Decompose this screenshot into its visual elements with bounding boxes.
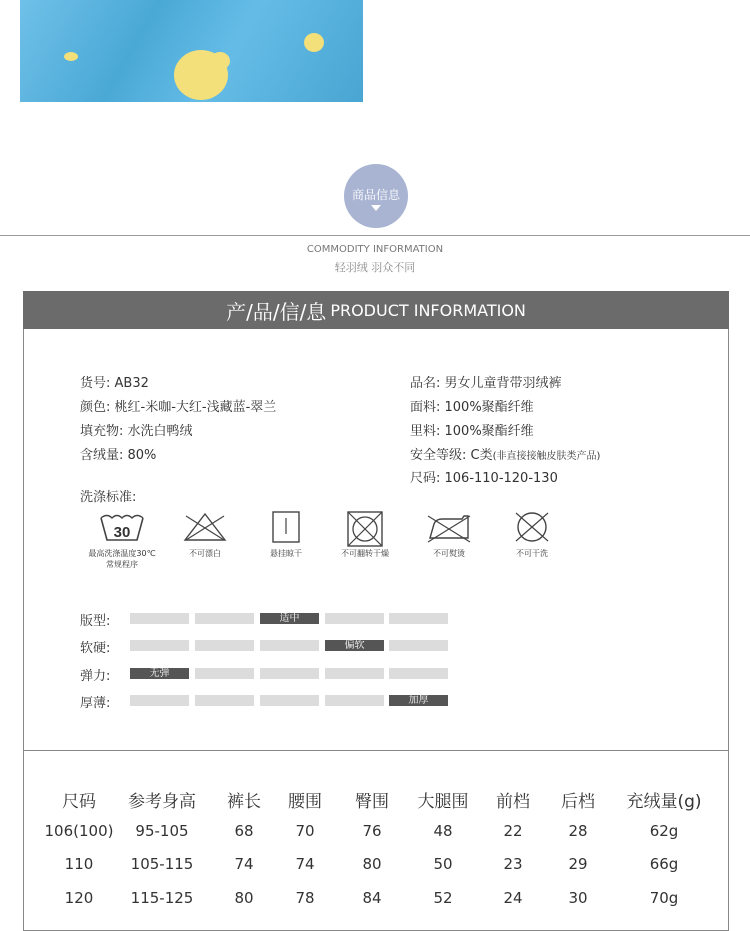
scale-segment: [260, 695, 319, 706]
table-header-cell: 前档: [496, 792, 530, 812]
scale-segment: [260, 640, 319, 651]
scale-segment: [325, 613, 384, 624]
scale-segment: [130, 695, 189, 706]
safety-level-text: 安全等级: C类: [410, 448, 493, 463]
table-header-cell: 腰围: [288, 792, 322, 812]
scale-segment: [195, 640, 254, 651]
table-cell: 115-125: [130, 889, 194, 907]
table-cell: 70g: [649, 889, 679, 907]
table-header-cell: 后档: [561, 792, 595, 812]
wash-temp: 30: [113, 524, 131, 541]
table-cell: 78: [295, 889, 315, 907]
field-sizes: 尺码: 106-110-120-130: [410, 471, 558, 486]
wash-caption: 不可漂白: [189, 549, 221, 558]
table-cell: 23: [503, 855, 523, 873]
table-cell: 29: [568, 855, 588, 873]
section-divider: [0, 235, 750, 236]
table-cell: 84: [362, 889, 382, 907]
box-divider: [23, 750, 729, 751]
table-cell: 76: [362, 822, 382, 840]
table-cell: 70: [295, 822, 315, 840]
field-fabric: 面料: 100%聚酯纤维: [410, 400, 534, 415]
hang-dry-icon: [251, 510, 321, 559]
product-info-title-bar: [23, 291, 729, 329]
table-cell: 106(100): [44, 822, 114, 840]
scale-segment: [389, 668, 448, 679]
table-cell: 62g: [649, 822, 679, 840]
field-product-name: 品名: 男女儿童背带羽绒裤: [410, 376, 562, 391]
product-photo: [20, 0, 363, 102]
scale-segment: [260, 668, 319, 679]
scale-label: 弹力:: [80, 669, 111, 684]
wash-title: 洗涤标准:: [80, 490, 137, 505]
table-cell: 80: [234, 889, 254, 907]
table-cell: 68: [234, 822, 254, 840]
scale-segment: [325, 695, 384, 706]
table-cell: 95-105: [135, 822, 189, 840]
wash-caption: 不可熨烫: [433, 549, 465, 558]
section-badge-label: 商品信息: [351, 188, 400, 202]
scale-segment: [389, 640, 448, 651]
scale-segment-active: 偏软: [325, 640, 384, 651]
chevron-down-icon: [371, 205, 381, 211]
field-safety-level: [410, 444, 600, 463]
title-cn: 产/品/信/息: [226, 299, 327, 324]
field-filling: 填充物: 水洗白鸭绒: [80, 424, 193, 439]
scale-label: 软硬:: [80, 641, 111, 656]
table-cell: 105-115: [130, 855, 194, 873]
table-cell: 52: [433, 889, 453, 907]
wash-30-icon: [87, 510, 157, 570]
scale-segment-active: 加厚: [389, 695, 448, 706]
field-item-number: 货号: AB32: [80, 376, 149, 391]
scale-label: 厚薄:: [80, 696, 111, 711]
scale-segment: [325, 668, 384, 679]
table-header-cell: 臀围: [355, 792, 389, 812]
safety-note: (非直接接触皮肤类产品): [492, 451, 601, 462]
table-header-cell: 尺码: [62, 792, 96, 812]
table-cell: 28: [568, 822, 588, 840]
wash-caption: 最高洗涤温度30℃: [88, 549, 156, 558]
table-cell: 48: [433, 822, 453, 840]
table-header-cell: 参考身高: [128, 792, 196, 812]
title-en: PRODUCT INFORMATION: [330, 300, 526, 320]
no-dry-clean-icon: [497, 510, 567, 559]
scale-label: 版型:: [80, 614, 111, 629]
wash-caption: 不可干洗: [516, 549, 548, 558]
table-header-cell: 充绒量(g): [626, 792, 702, 812]
wash-caption: 悬挂晾干: [270, 549, 302, 558]
subtitle-cn: 轻羽绒 羽众不同: [334, 261, 416, 274]
table-cell: 66g: [649, 855, 679, 873]
table-cell: 74: [234, 855, 254, 873]
wash-caption: 常规程序: [106, 560, 138, 569]
scale-segment: [389, 613, 448, 624]
table-cell: 50: [433, 855, 453, 873]
no-iron-icon: [414, 510, 484, 559]
field-colors: 颜色: 桃红-米咖-大红-浅藏蓝-翠兰: [80, 400, 277, 415]
table-cell: 120: [64, 889, 94, 907]
scale-segment: [195, 695, 254, 706]
subtitle-en: COMMODITY INFORMATION: [306, 244, 444, 255]
table-cell: 24: [503, 889, 523, 907]
scale-segment: [130, 613, 189, 624]
scale-segment-active: 无弹: [130, 668, 189, 679]
table-cell: 22: [503, 822, 523, 840]
scale-segment-active: 适中: [260, 613, 319, 624]
section-badge: [344, 164, 408, 228]
table-header-cell: 裤长: [227, 792, 261, 812]
wash-caption: 不可翻转干燥: [341, 549, 389, 558]
no-bleach-icon: [170, 510, 240, 559]
table-cell: 80: [362, 855, 382, 873]
table-cell: 74: [295, 855, 315, 873]
scale-segment: [130, 640, 189, 651]
scale-segment: [195, 613, 254, 624]
no-tumble-dry-icon: [330, 510, 400, 559]
table-cell: 30: [568, 889, 588, 907]
field-lining: 里料: 100%聚酯纤维: [410, 424, 534, 439]
table-header-cell: 大腿围: [417, 792, 469, 812]
table-cell: 110: [64, 855, 94, 873]
scale-segment: [195, 668, 254, 679]
field-down-content: 含绒量: 80%: [80, 448, 157, 463]
